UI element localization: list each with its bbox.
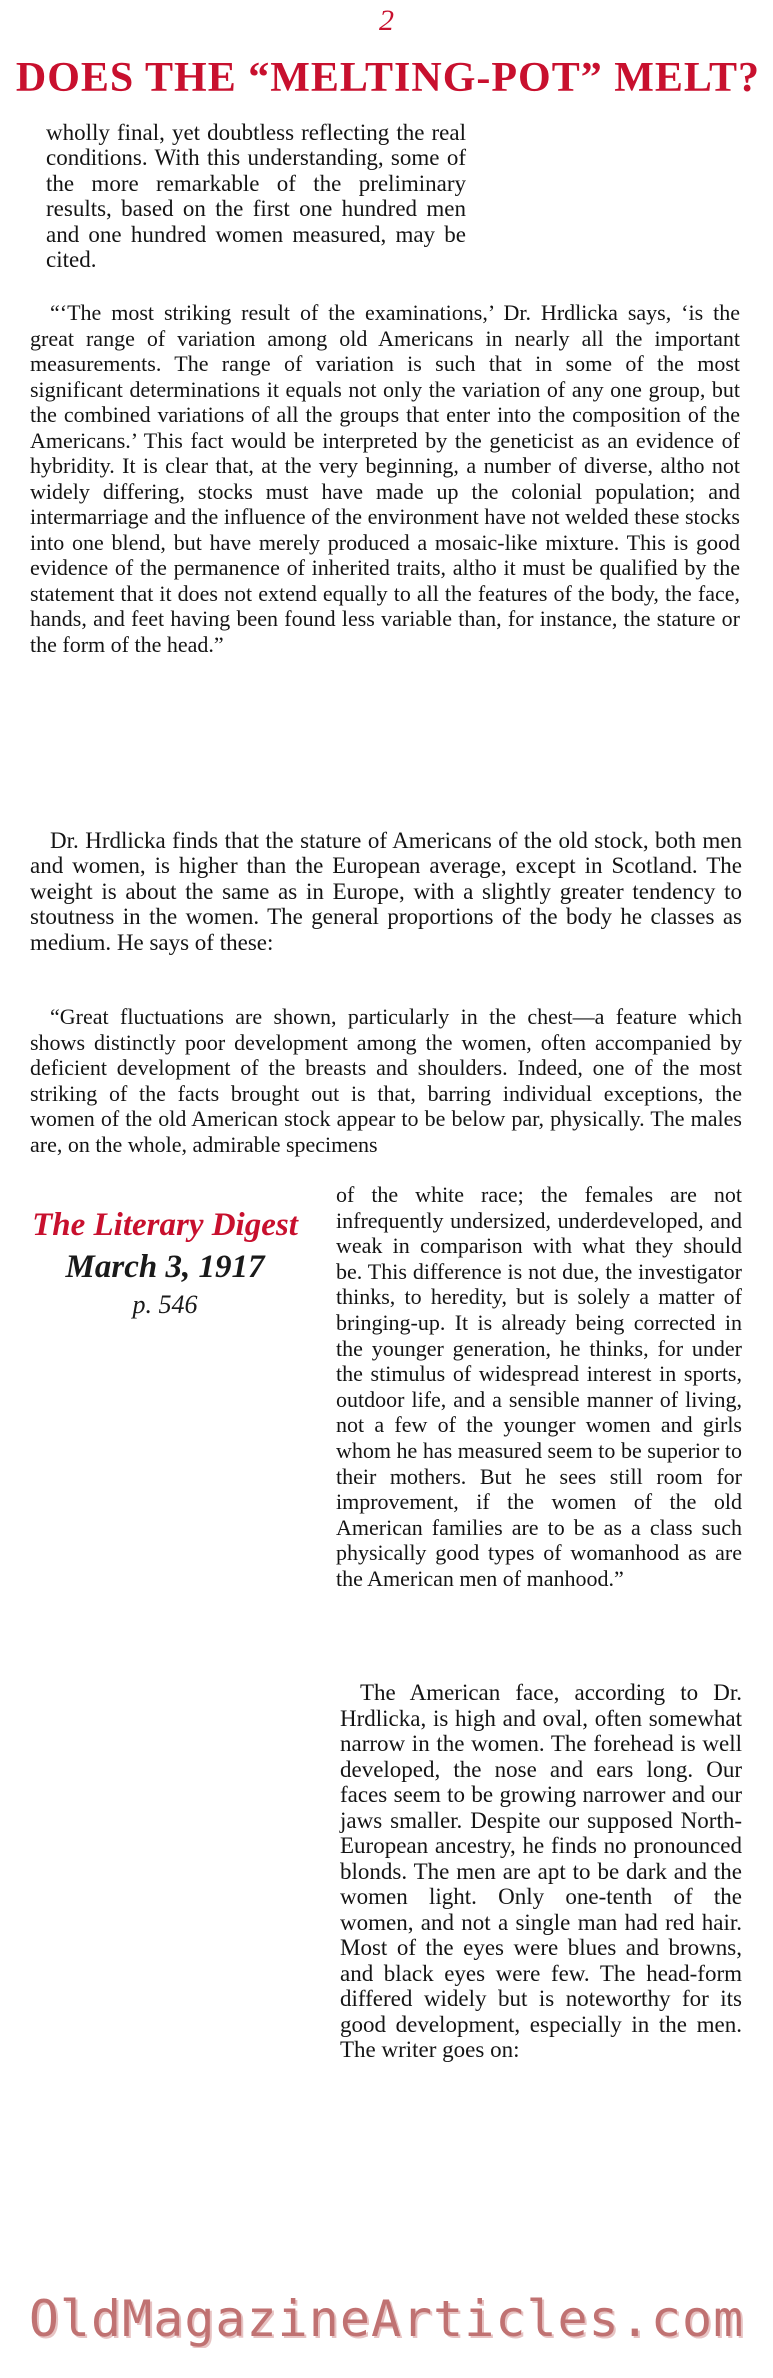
source-date: March 3, 1917 [65,1249,265,1285]
paragraph-3-text: The American face, according to Dr. Hrdlicka, is high and oval, often somewhat narrow in the women. The forehead is well developed, the nose and ears long. Our faces seem to be growing narrower and our jaws smaller. Despite our supposed North-European ancestry, he finds no pronounced blonds. The men are apt to be dark and the women light. Only one-tenth of the women, and not a single man had red hair. Most of the eyes were blues and browns, and black eyes were few. The head-form differed widely but is noteworthy for its good development, especially in the men. The writer goes on: [340,1680,742,2062]
quote-2-part-1-text: “Great fluctuations are shown, particularly in the chest—a feature which shows distinctly poor development among the women, often accompanied by deficient development of the breasts and shoulders. Indeed, one of the most striking of the facts brought out is that, barring individual exceptions, the women of the old American stock appear to be below par, physically. The males are, on the whole, admirable specimens [30,1004,742,1157]
intro-paragraph [46,120,466,272]
quote-1-text: “‘The most striking result of the examinations,’ Dr. Hrdlicka says, ‘is the great range of variation among old Americans in nearly all the important measurements. The range of variation is such that in some of the most significant determinations it equals not only the variation of any one group, but the combined variations of all the groups that enter into the composition of the Americans.’ This fact would be interpreted by the geneticist as an evidence of hybridity. It is clear that, at the very beginning, a number of diverse, altho not widely differing, stocks must have made up the colonial population; and intermarriage and the influence of the environment have not welded these stocks into one blend, but have merely produced a mosaic-like mixture. This is good evidence of the permanence of inherited traits, altho it must be qualified by the statement that it does not extend equally to all the features of the body, the face, hands, and feet having been found less variable than, for instance, the stature or the form of the head.” [30,300,740,657]
site-watermark[interactable]: OldMagazineArticles.com [28,2290,745,2348]
source-citation [30,1206,300,1320]
quote-2-part-2-text: of the white race; the females are not infrequently undersized, underdeveloped, and weak in comparison with what they should be. This difference is not due, the investigator thinks, to heredity, but is solely a matter of bringing-up. It is already being corrected in the younger generation, he thinks, for under the stimulus of widespread interest in sports, outdoor life, and a sensible manner of living, not a few of the younger women and girls whom he has measured seem to be superior to their mothers. But he sees still room for improvement, if the women of the old American families are to be as a class such physically good types of womanhood as are the American men of manhood.” [336,1182,742,1591]
source-publication: The Literary Digest [32,1207,298,1243]
block-quote-chest-part-1 [30,1004,742,1158]
page-number: 2 [379,4,394,37]
source-page: p. 546 [132,1290,198,1319]
paragraph-2-text: Dr. Hrdlicka finds that the stature of Americans of the old stock, both men and women, is higher than the European average, except in Scotland. The weight is about the same as in Europe, with a slightly greater tendency to stoutness in the women. The general proportions of the body he classes as medium. He says of these: [30,828,742,955]
intro-paragraph-text: wholly final, yet doubtless reflecting the real conditions. With this understanding, some of the more remarkable of the preliminary results, based on the first one hundred men and one hundred women measured, may be cited. [46,120,466,273]
block-quote-range-of-variation [30,300,740,657]
paragraph-stature [30,828,742,955]
block-quote-chest-part-2 [336,1182,742,1592]
article-headline: DOES THE “MELTING-POT” MELT? [15,55,761,101]
paragraph-american-face [340,1680,742,2063]
